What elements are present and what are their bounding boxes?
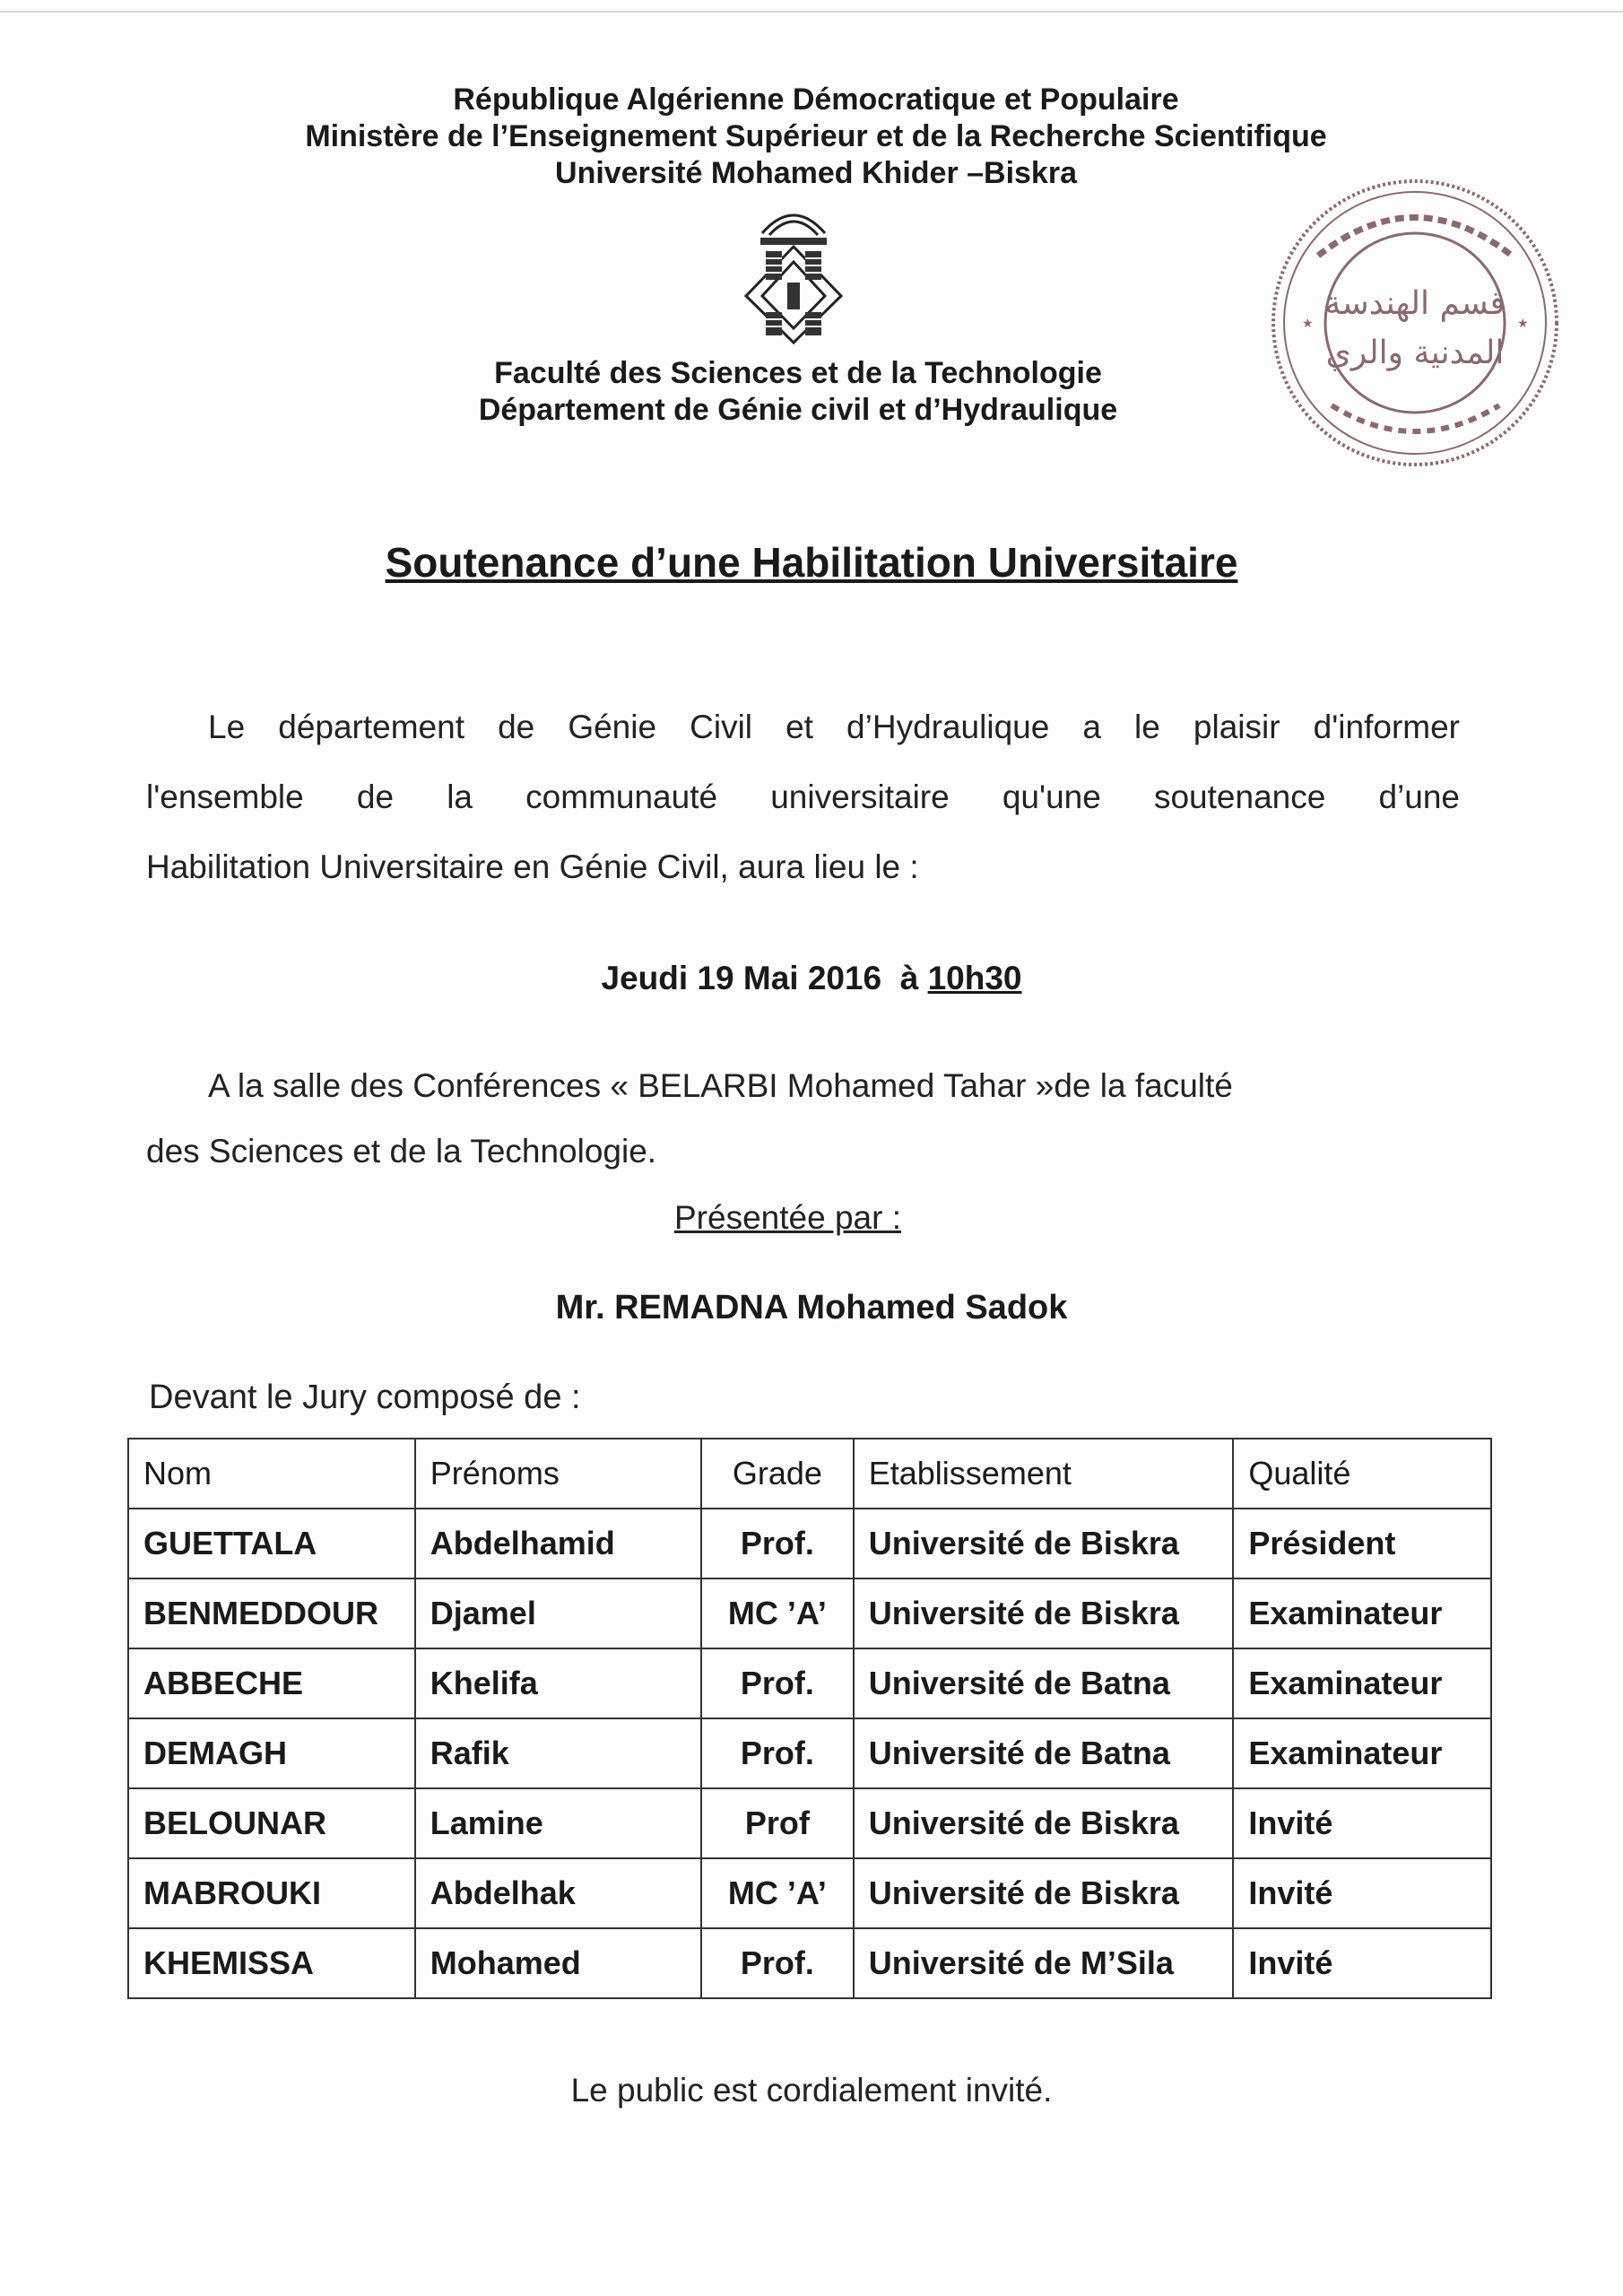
cell-grade: Prof. bbox=[701, 1509, 854, 1578]
cell-etablissement: Université de Batna bbox=[854, 1648, 1234, 1718]
table-row bbox=[128, 1578, 1491, 1648]
header-republic: République Algérienne Démocratique et Populaire bbox=[453, 83, 1179, 117]
jury-table bbox=[127, 1438, 1492, 1999]
header-cell-nom: Nom bbox=[128, 1439, 415, 1509]
table-row bbox=[128, 1648, 1491, 1718]
cell-nom: KHEMISSA bbox=[128, 1928, 415, 1998]
cell-grade: Prof bbox=[701, 1788, 854, 1858]
jury-table-header bbox=[128, 1439, 1491, 1509]
header-cell-etablissement: Etablissement bbox=[854, 1439, 1234, 1509]
presenter-name: Mr. REMADNA Mohamed Sadok bbox=[555, 1289, 1068, 1326]
cell-qualite: Examinateur bbox=[1233, 1648, 1491, 1718]
cell-nom: ABBECHE bbox=[128, 1648, 415, 1718]
header-department: Département de Génie civil et d’Hydraulique bbox=[478, 393, 1118, 427]
cell-prenoms: Lamine bbox=[415, 1788, 701, 1858]
document-title: Soutenance d’une Habilitation Universitaire bbox=[385, 539, 1238, 586]
cell-prenoms: Mohamed bbox=[415, 1928, 701, 1998]
header-cell-prenoms: Prénoms bbox=[415, 1439, 701, 1509]
cell-etablissement: Université de Biskra bbox=[854, 1509, 1234, 1578]
jury-intro: Devant le Jury composé de : bbox=[149, 1378, 581, 1416]
table-row bbox=[128, 1718, 1491, 1788]
date-day: Jeudi 19 Mai 2016 bbox=[601, 960, 882, 996]
cell-nom: BENMEDDOUR bbox=[128, 1578, 415, 1648]
intro-line-2: l'ensemble de la communauté universitaire qu'une soutenance d’une bbox=[146, 778, 1460, 815]
cell-prenoms: Khelifa bbox=[415, 1648, 701, 1718]
cell-qualite: Président bbox=[1233, 1509, 1491, 1578]
cell-etablissement: Université de M’Sila bbox=[854, 1928, 1234, 1998]
header-university: Université Mohamed Khider –Biskra bbox=[555, 156, 1077, 190]
intro-line-3: Habilitation Universitaire en Génie Civil, aura lieu le : bbox=[146, 848, 919, 885]
cell-qualite: Invité bbox=[1233, 1928, 1491, 1998]
cell-grade: MC ’A’ bbox=[701, 1858, 854, 1928]
cell-etablissement: Université de Batna bbox=[854, 1718, 1234, 1788]
seal-text-line2: المدنية والري bbox=[1325, 335, 1505, 371]
table-row bbox=[128, 1788, 1491, 1858]
cell-qualite: Invité bbox=[1233, 1788, 1491, 1858]
cell-etablissement: Université de Biskra bbox=[854, 1578, 1234, 1648]
cell-grade: MC ’A’ bbox=[701, 1578, 854, 1648]
table-row bbox=[128, 1509, 1491, 1578]
scan-edge-line bbox=[0, 11, 1623, 13]
university-logo-icon bbox=[735, 197, 852, 345]
cell-qualite: Examinateur bbox=[1233, 1718, 1491, 1788]
closing-note: Le public est cordialement invité. bbox=[570, 2072, 1053, 2109]
cell-prenoms: Djamel bbox=[415, 1578, 701, 1648]
cell-prenoms: Abdelhak bbox=[415, 1858, 701, 1928]
intro-line-1: Le département de Génie Civil et d’Hydraulique a le plaisir d'informer bbox=[208, 709, 1460, 745]
department-seal-stamp bbox=[1264, 170, 1565, 475]
cell-prenoms: Abdelhamid bbox=[415, 1509, 701, 1578]
svg-text:★: ★ bbox=[1517, 317, 1529, 331]
header-faculty: Faculté des Sciences et de la Technologie bbox=[494, 356, 1102, 390]
header-cell-qualite: Qualité bbox=[1233, 1439, 1491, 1509]
defense-date bbox=[0, 960, 1623, 997]
cell-qualite: Examinateur bbox=[1233, 1578, 1491, 1648]
cell-grade: Prof. bbox=[701, 1718, 854, 1788]
table-row bbox=[128, 1928, 1491, 1998]
location-line-1: A la salle des Conférences « BELARBI Mohamed Tahar »de la faculté bbox=[208, 1067, 1233, 1104]
svg-text:★: ★ bbox=[1302, 317, 1314, 331]
presented-by-label: Présentée par : bbox=[674, 1199, 901, 1236]
date-connector: à bbox=[899, 960, 919, 996]
cell-nom: GUETTALA bbox=[128, 1509, 415, 1578]
location-line-2: des Sciences et de la Technologie. bbox=[146, 1133, 657, 1170]
cell-qualite: Invité bbox=[1233, 1858, 1491, 1928]
header-cell-grade: Grade bbox=[701, 1439, 854, 1509]
cell-prenoms: Rafik bbox=[415, 1718, 701, 1788]
header-ministry: Ministère de l’Enseignement Supérieur et de la Recherche Scientifique bbox=[305, 119, 1327, 153]
cell-etablissement: Université de Biskra bbox=[854, 1788, 1234, 1858]
table-row bbox=[128, 1858, 1491, 1928]
cell-grade: Prof. bbox=[701, 1648, 854, 1718]
date-time: 10h30 bbox=[927, 960, 1022, 996]
cell-etablissement: Université de Biskra bbox=[854, 1858, 1234, 1928]
cell-nom: MABROUKI bbox=[128, 1858, 415, 1928]
cell-nom: BELOUNAR bbox=[128, 1788, 415, 1858]
cell-nom: DEMAGH bbox=[128, 1718, 415, 1788]
cell-grade: Prof. bbox=[701, 1928, 854, 1998]
seal-text-line1: قسم الهندسة bbox=[1324, 285, 1506, 322]
